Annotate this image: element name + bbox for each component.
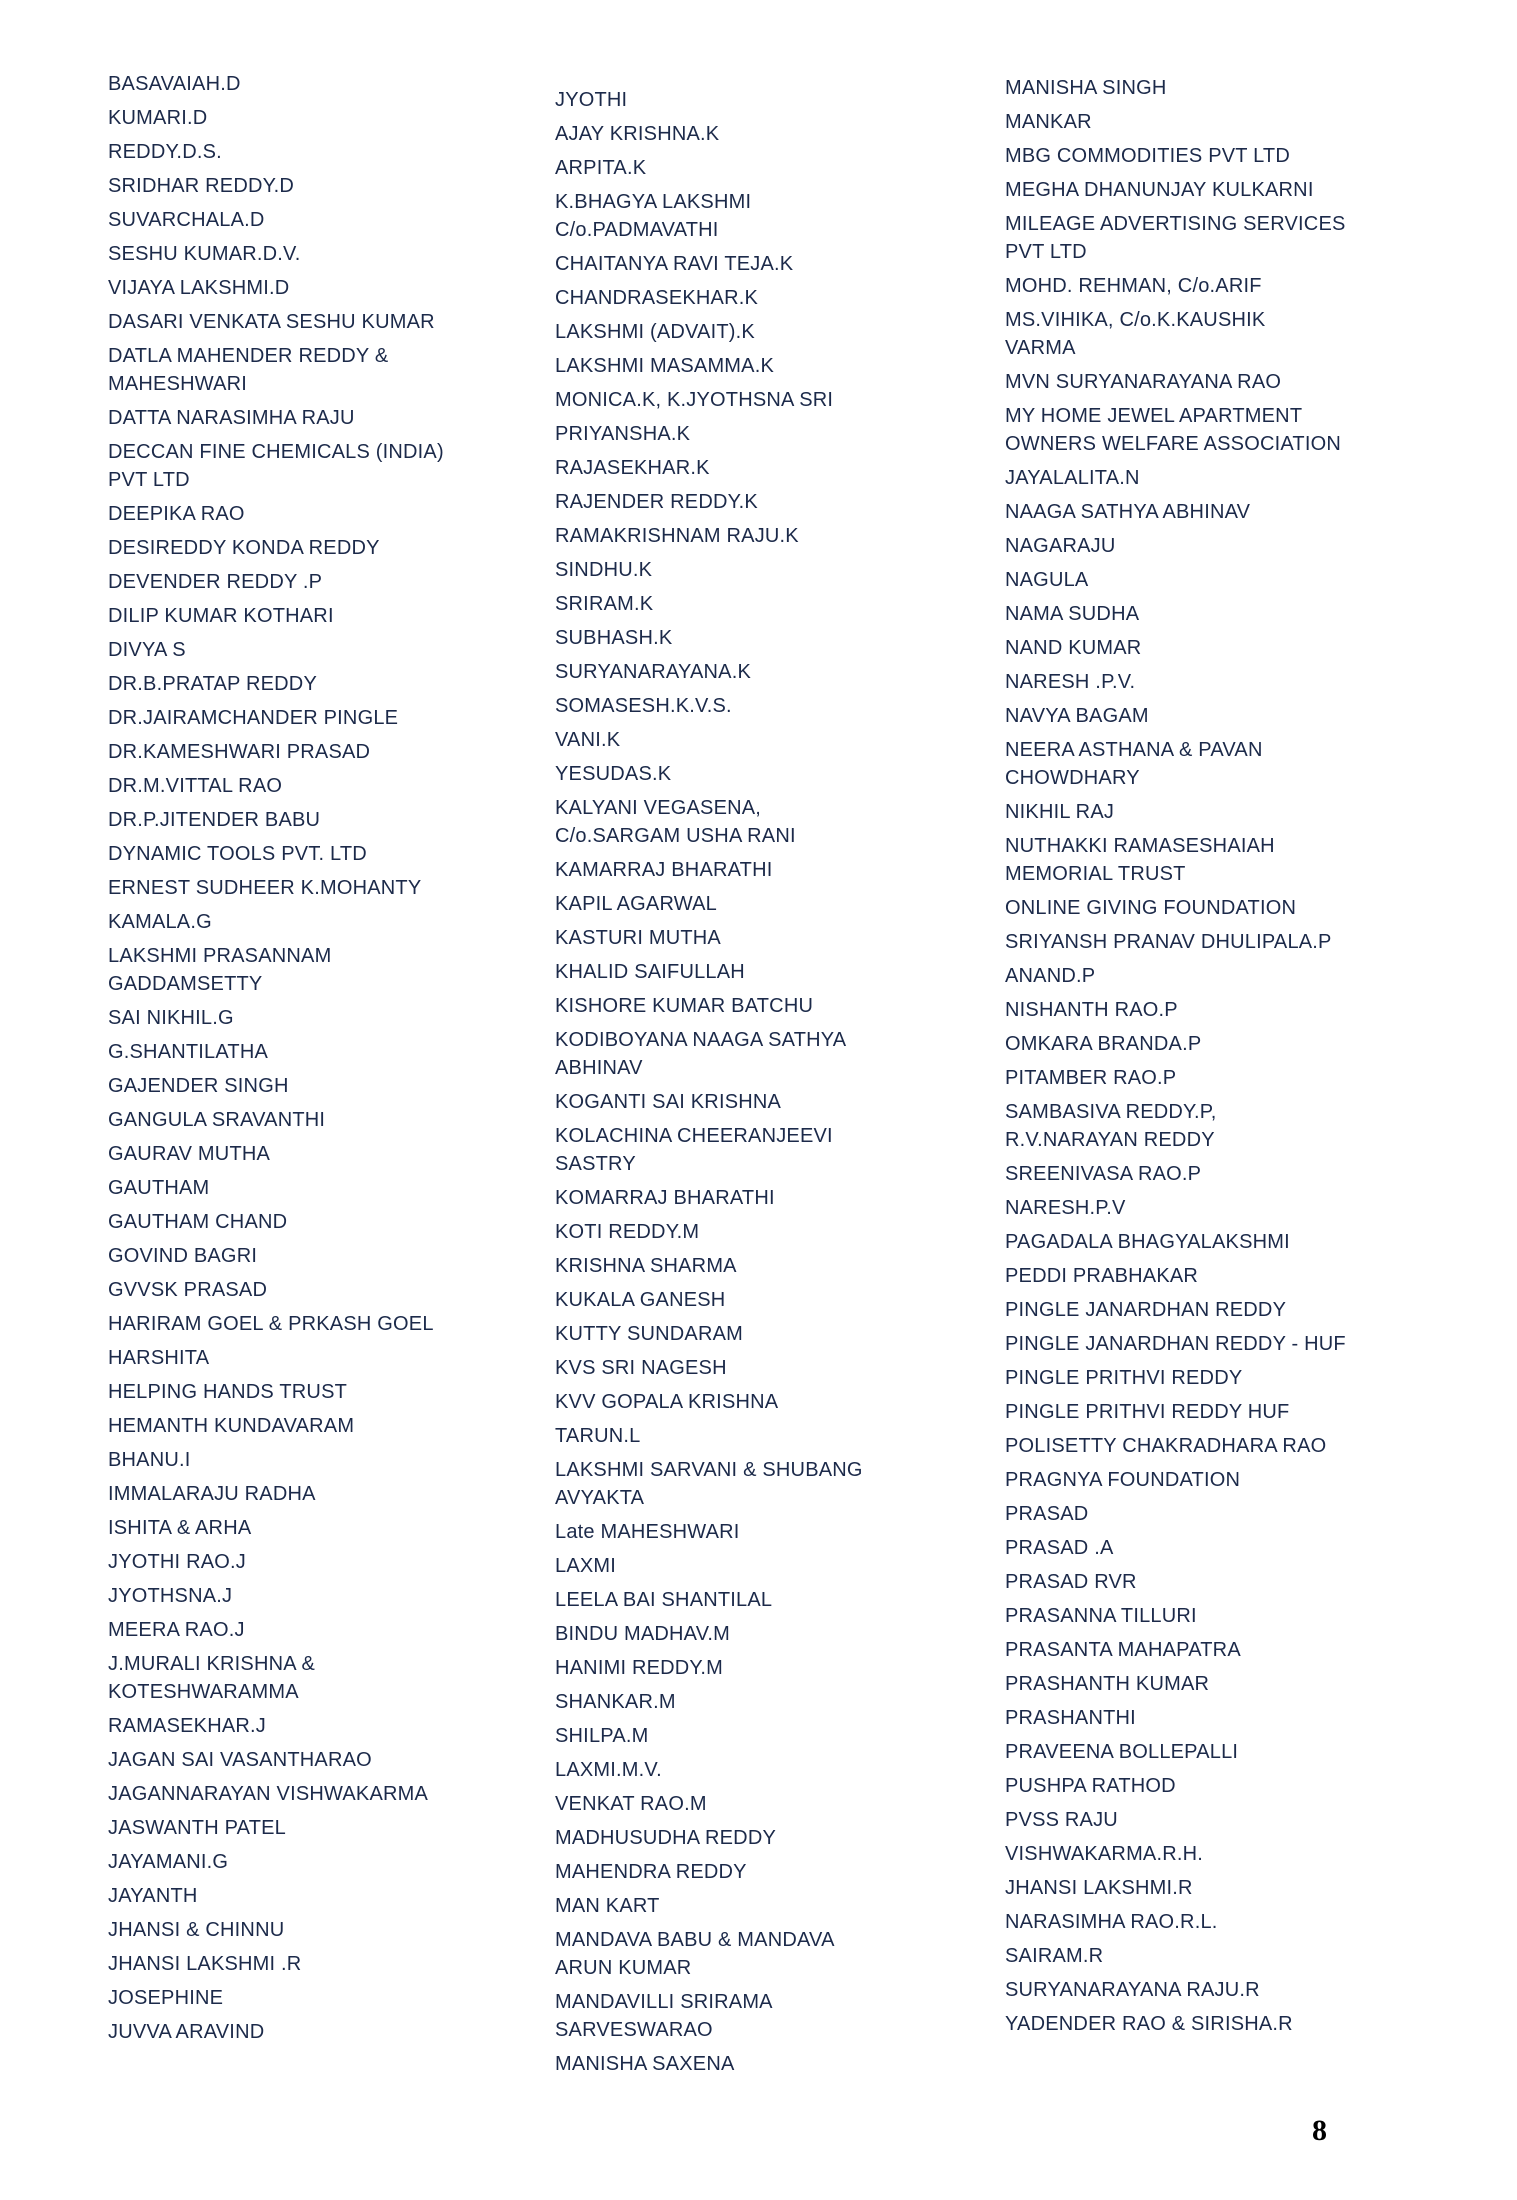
donor-name: Late MAHESHWARI: [555, 1521, 740, 1543]
donor-name: SUVARCHALA.D: [108, 209, 265, 231]
donor-name: HARIRAM GOEL & PRKASH GOEL: [108, 1313, 434, 1335]
donor-name: JAYANTH: [108, 1885, 198, 1907]
donor-name: MILEAGE ADVERTISING SERVICES PVT LTD: [1005, 213, 1346, 263]
donor-name: K.BHAGYA LAKSHMI C/o.PADMAVATHI: [555, 191, 752, 241]
donor-name: LAKSHMI MASAMMA.K: [555, 355, 774, 377]
donor-name: CHANDRASEKHAR.K: [555, 287, 759, 309]
donor-name: GOVIND BAGRI: [108, 1245, 258, 1267]
donor-name: SRIDHAR REDDY.D: [108, 175, 294, 197]
donor-name: PRASANNA TILLURI: [1005, 1605, 1197, 1627]
donor-name: DECCAN FINE CHEMICALS (INDIA) PVT LTD: [108, 441, 444, 491]
donor-name: RAMASEKHAR.J: [108, 1715, 266, 1737]
donor-name: LAXMI.M.V.: [555, 1759, 662, 1781]
donor-name: GAURAV MUTHA: [108, 1143, 271, 1165]
donor-name: YESUDAS.K: [555, 763, 672, 785]
donor-name: MONICA.K, K.JYOTHSNA SRI: [555, 389, 834, 411]
donor-name: NEERA ASTHANA & PAVAN CHOWDHARY: [1005, 739, 1263, 789]
donor-name: HANIMI REDDY.M: [555, 1657, 724, 1679]
donor-name: KOTI REDDY.M: [555, 1221, 700, 1243]
donor-name: JYOTHI: [555, 89, 628, 111]
donor-name: MAHENDRA REDDY: [555, 1861, 747, 1883]
donor-name: NARESH.P.V: [1005, 1197, 1126, 1219]
donor-name: SOMASESH.K.V.S.: [555, 695, 732, 717]
donor-name: JAGANNARAYAN VISHWAKARMA: [108, 1783, 429, 1805]
donor-name: DASARI VENKATA SESHU KUMAR: [108, 311, 435, 333]
donor-column-3: [1005, 74, 1425, 2044]
donor-name: BHANU.I: [108, 1449, 191, 1471]
donor-name: KVV GOPALA KRISHNA: [555, 1391, 779, 1413]
donor-name: PINGLE JANARDHAN REDDY: [1005, 1299, 1287, 1321]
donor-name: LAXMI: [555, 1555, 617, 1577]
donor-name: VISHWAKARMA.R.H.: [1005, 1843, 1204, 1865]
donor-name: ANAND.P: [1005, 965, 1096, 987]
donor-name: PRASHANTH KUMAR: [1005, 1673, 1210, 1695]
donor-name: PRASANTA MAHAPATRA: [1005, 1639, 1241, 1661]
donor-name: DESIREDDY KONDA REDDY: [108, 537, 380, 559]
donor-name: ERNEST SUDHEER K.MOHANTY: [108, 877, 422, 899]
donor-name: SHILPA.M: [555, 1725, 649, 1747]
donor-name: JHANSI LAKSHMI .R: [108, 1953, 302, 1975]
donor-name: JAYAMANI.G: [108, 1851, 229, 1873]
donor-name: SREENIVASA RAO.P: [1005, 1163, 1202, 1185]
donor-name: DEVENDER REDDY .P: [108, 571, 323, 593]
donor-name: KAPIL AGARWAL: [555, 893, 717, 915]
donor-name: JASWANTH PATEL: [108, 1817, 287, 1839]
donor-name: JAYALALITA.N: [1005, 467, 1140, 489]
donor-name: PINGLE PRITHVI REDDY HUF: [1005, 1401, 1290, 1423]
donor-name: PITAMBER RAO.P: [1005, 1067, 1177, 1089]
donor-name: LEELA BAI SHANTILAL: [555, 1589, 773, 1611]
donor-name: DR.P.JITENDER BABU: [108, 809, 321, 831]
donor-name: SRIYANSH PRANAV DHULIPALA.P: [1005, 931, 1332, 953]
donor-name: ARPITA.K: [555, 157, 647, 179]
donor-name: GVVSK PRASAD: [108, 1279, 268, 1301]
donor-name: MY HOME JEWEL APARTMENT OWNERS WELFARE ASSOCIATION: [1005, 405, 1341, 455]
donor-name: SUBHASH.K: [555, 627, 673, 649]
donor-name: TARUN.L: [555, 1425, 641, 1447]
donor-name: DR.KAMESHWARI PRASAD: [108, 741, 371, 763]
donor-name: PRAVEENA BOLLEPALLI: [1005, 1741, 1239, 1763]
donor-name: BASAVAIAH.D: [108, 73, 241, 95]
donor-name: PUSHPA RATHOD: [1005, 1775, 1176, 1797]
donor-name: NAMA SUDHA: [1005, 603, 1140, 625]
donor-name: DYNAMIC TOOLS PVT. LTD: [108, 843, 367, 865]
donor-name: KOMARRAJ BHARATHI: [555, 1187, 775, 1209]
donor-name: VANI.K: [555, 729, 621, 751]
donor-name: NUTHAKKI RAMASESHAIAH MEMORIAL TRUST: [1005, 835, 1275, 885]
donor-name: RAJENDER REDDY.K: [555, 491, 758, 513]
donor-name: PINGLE PRITHVI REDDY: [1005, 1367, 1243, 1389]
donor-name: AJAY KRISHNA.K: [555, 123, 720, 145]
donor-name: MADHUSUDHA REDDY: [555, 1827, 777, 1849]
donor-name: MEERA RAO.J: [108, 1619, 245, 1641]
donor-name: HEMANTH KUNDAVARAM: [108, 1415, 355, 1437]
donor-name: DATLA MAHENDER REDDY & MAHESHWARI: [108, 345, 389, 395]
donor-name: VIJAYA LAKSHMI.D: [108, 277, 290, 299]
donor-name: ISHITA & ARHA: [108, 1517, 252, 1539]
page-number: 8: [1312, 2114, 1327, 2147]
donor-name: DR.B.PRATAP REDDY: [108, 673, 317, 695]
donor-name: NAGULA: [1005, 569, 1089, 591]
donor-name: POLISETTY CHAKRADHARA RAO: [1005, 1435, 1327, 1457]
donor-name: HARSHITA: [108, 1347, 210, 1369]
donor-name: JHANSI & CHINNU: [108, 1919, 285, 1941]
donor-name: OMKARA BRANDA.P: [1005, 1033, 1202, 1055]
donor-name: DR.JAIRAMCHANDER PINGLE: [108, 707, 399, 729]
donor-name: MBG COMMODITIES PVT LTD: [1005, 145, 1290, 167]
donor-name: DATTA NARASIMHA RAJU: [108, 407, 355, 429]
donor-name: NAVYA BAGAM: [1005, 705, 1149, 727]
donor-name: MVN SURYANARAYANA RAO: [1005, 371, 1282, 393]
donor-name: KASTURI MUTHA: [555, 927, 721, 949]
donor-name: KALYANI VEGASENA, C/o.SARGAM USHA RANI: [555, 797, 796, 847]
donor-name: J.MURALI KRISHNA & KOTESHWARAMMA: [108, 1653, 315, 1703]
donor-name: RAMAKRISHNAM RAJU.K: [555, 525, 799, 547]
donor-name: HELPING HANDS TRUST: [108, 1381, 348, 1403]
donor-name: PEDDI PRABHAKAR: [1005, 1265, 1199, 1287]
donor-name: DEEPIKA RAO: [108, 503, 245, 525]
donor-name: LAKSHMI SARVANI & SHUBANG AVYAKTA: [555, 1459, 863, 1509]
donor-name: SHANKAR.M: [555, 1691, 676, 1713]
donor-name: PRASAD .A: [1005, 1537, 1114, 1559]
donor-name: PRASAD: [1005, 1503, 1089, 1525]
donor-name: DILIP KUMAR KOTHARI: [108, 605, 334, 627]
donor-name: KISHORE KUMAR BATCHU: [555, 995, 814, 1017]
donor-name: GAUTHAM: [108, 1177, 210, 1199]
donor-name: LAKSHMI (ADVAIT).K: [555, 321, 755, 343]
donor-name: REDDY.D.S.: [108, 141, 222, 163]
donor-name: IMMALARAJU RADHA: [108, 1483, 316, 1505]
donor-name: JOSEPHINE: [108, 1987, 224, 2009]
donor-name: NISHANTH RAO.P: [1005, 999, 1178, 1021]
donor-name: PVSS RAJU: [1005, 1809, 1118, 1831]
donor-name: JUVVA ARAVIND: [108, 2021, 265, 2043]
donor-name: GAUTHAM CHAND: [108, 1211, 288, 1233]
donor-name: KOLACHINA CHEERANJEEVI SASTRY: [555, 1125, 833, 1175]
donor-name: KHALID SAIFULLAH: [555, 961, 745, 983]
donor-name: ONLINE GIVING FOUNDATION: [1005, 897, 1297, 919]
donor-name: G.SHANTILATHA: [108, 1041, 269, 1063]
donor-name: MANKAR: [1005, 111, 1092, 133]
donor-column-1: [108, 70, 548, 2052]
donor-name: SAI NIKHIL.G: [108, 1007, 234, 1029]
donor-name: RAJASEKHAR.K: [555, 457, 710, 479]
donor-name: MAN KART: [555, 1895, 660, 1917]
donor-name: PRIYANSHA.K: [555, 423, 691, 445]
donor-name: JHANSI LAKSHMI.R: [1005, 1877, 1193, 1899]
donor-name: MANISHA SINGH: [1005, 77, 1167, 99]
donor-name: NARESH .P.V.: [1005, 671, 1136, 693]
donor-name: NAGARAJU: [1005, 535, 1116, 557]
donor-name: DR.M.VITTAL RAO: [108, 775, 283, 797]
donor-name: LAKSHMI PRASANNAM GADDAMSETTY: [108, 945, 332, 995]
donor-name: MANISHA SAXENA: [555, 2053, 735, 2075]
donor-name: GAJENDER SINGH: [108, 1075, 289, 1097]
donor-name: SAMBASIVA REDDY.P, R.V.NARAYAN REDDY: [1005, 1101, 1217, 1151]
donor-name: DIVYA S: [108, 639, 186, 661]
donor-name: GANGULA SRAVANTHI: [108, 1109, 326, 1131]
donor-name: KODIBOYANA NAAGA SATHYA ABHINAV: [555, 1029, 847, 1079]
donor-name: BINDU MADHAV.M: [555, 1623, 731, 1645]
donor-name: NAND KUMAR: [1005, 637, 1142, 659]
donor-name: JYOTHSNA.J: [108, 1585, 233, 1607]
donor-name: KVS SRI NAGESH: [555, 1357, 727, 1379]
donor-name: PRAGNYA FOUNDATION: [1005, 1469, 1241, 1491]
donor-name: NIKHIL RAJ: [1005, 801, 1115, 823]
donor-name: KRISHNA SHARMA: [555, 1255, 737, 1277]
donor-name: CHAITANYA RAVI TEJA.K: [555, 253, 794, 275]
donor-name: PINGLE JANARDHAN REDDY - HUF: [1005, 1333, 1346, 1355]
donor-name: SESHU KUMAR.D.V.: [108, 243, 301, 265]
donor-name: SURYANARAYANA RAJU.R: [1005, 1979, 1260, 2001]
donor-name: YADENDER RAO & SIRISHA.R: [1005, 2013, 1293, 2035]
donor-name: MS.VIHIKA, C/o.K.KAUSHIK VARMA: [1005, 309, 1266, 359]
donor-name: SURYANARAYANA.K: [555, 661, 752, 683]
donor-name: NAAGA SATHYA ABHINAV: [1005, 501, 1251, 523]
donor-name: MOHD. REHMAN, C/o.ARIF: [1005, 275, 1262, 297]
donor-name: KUMARI.D: [108, 107, 208, 129]
donor-name: KOGANTI SAI KRISHNA: [555, 1091, 782, 1113]
donor-name: SINDHU.K: [555, 559, 653, 581]
donor-name: KUTTY SUNDARAM: [555, 1323, 744, 1345]
donor-name: MEGHA DHANUNJAY KULKARNI: [1005, 179, 1314, 201]
donor-name: KAMALA.G: [108, 911, 212, 933]
donor-name: PRASHANTHI: [1005, 1707, 1136, 1729]
donor-column-2: [555, 86, 995, 2084]
donor-name: KUKALA GANESH: [555, 1289, 726, 1311]
donor-name: SRIRAM.K: [555, 593, 654, 615]
donor-name: VENKAT RAO.M: [555, 1793, 707, 1815]
donor-name: MANDAVILLI SRIRAMA SARVESWARAO: [555, 1991, 773, 2041]
donor-name: SAIRAM.R: [1005, 1945, 1104, 1967]
donor-name: JAGAN SAI VASANTHARAO: [108, 1749, 372, 1771]
donor-name: KAMARRAJ BHARATHI: [555, 859, 773, 881]
donor-name: PRASAD RVR: [1005, 1571, 1137, 1593]
donor-name: PAGADALA BHAGYALAKSHMI: [1005, 1231, 1290, 1253]
donor-name: NARASIMHA RAO.R.L.: [1005, 1911, 1218, 1933]
donor-name: MANDAVA BABU & MANDAVA ARUN KUMAR: [555, 1929, 835, 1979]
donor-name: JYOTHI RAO.J: [108, 1551, 246, 1573]
